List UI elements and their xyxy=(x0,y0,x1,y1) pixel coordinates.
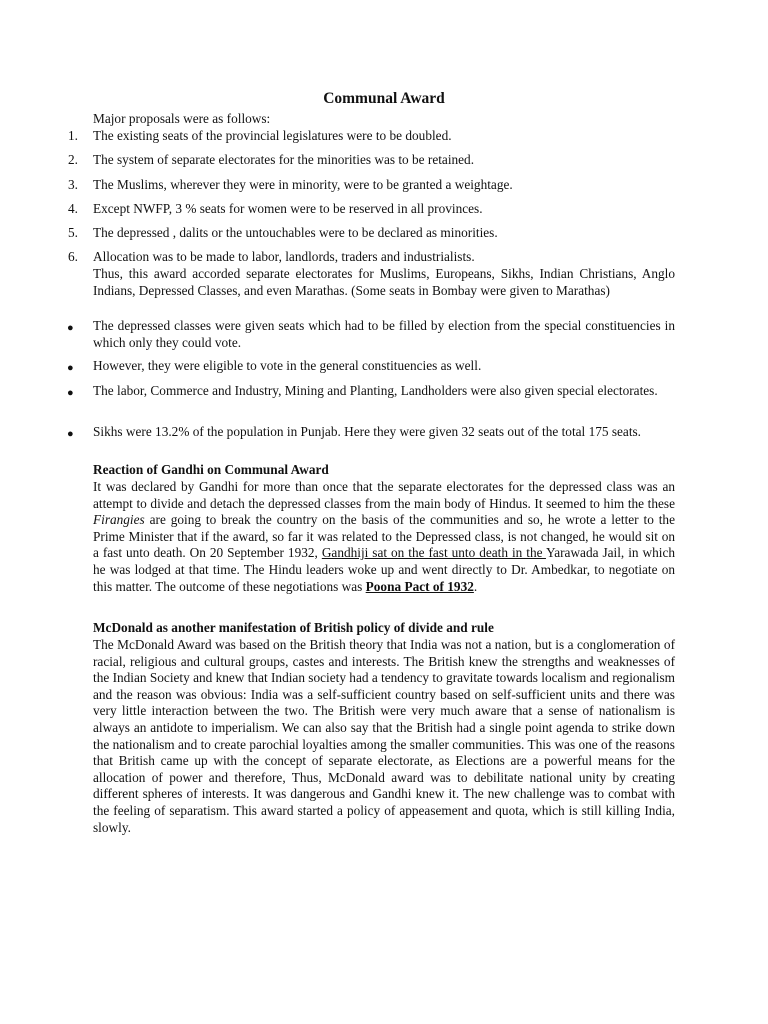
list-number: 3. xyxy=(68,177,78,192)
bullet-icon: ● xyxy=(67,387,74,399)
bullet-text: Sikhs were 13.2% of the population in Punjab. Here they were given 32 seats out of the total 175 seats. xyxy=(93,424,642,439)
pact-name: Poona Pact of 1932 xyxy=(365,578,474,594)
paragraph-text: . xyxy=(473,578,478,594)
intro-text: Major proposals were as follows: xyxy=(93,111,271,126)
paragraph-text: are going to break the country on the basis of the communities and so, he wrote a letter to the Prime Minister that if the award, so far it was related to the Depressed class, is not changed, he would sit on a fast unto death. On 20 September 1932, xyxy=(93,512,675,561)
list-item-text: The Muslims, wherever they were in minority, were to be granted a weightage. xyxy=(93,177,513,192)
list-number: 6. xyxy=(68,249,78,264)
list-item-text: Except NWFP, 3 % seats for women were to be reserved in all provinces. xyxy=(93,201,483,216)
list-item-text: The depressed , dalits or the untouchables were to be declared as minorities. xyxy=(93,225,498,240)
bullet-icon: ● xyxy=(67,322,74,334)
section-heading-gandhi: Reaction of Gandhi on Communal Award xyxy=(93,462,329,477)
emphasis-text: Firangies xyxy=(93,512,145,528)
mcdonald-paragraph: The McDonald Award was based on the British theory that India was not a nation, but is a conglomeration of racial, religious and cultural groups, castes and interests. The British knew the strengths and weaknesses of the Indian Society and knew that Indian society had a tendency to gravitate towards localism and regionalism and the reason was obvious: India was a self-sufficient country based on self-sufficient units and there was very little interaction between the two. The British were very much aware that a sense of nationalism is always an antidote to imperialism. We can also say that the British had a single point agenda to strike down the nationalism and to create parochial loyalties among the smaller communities. This was one of the reasons that British came up with the concept of separate electorate, as Elections are a powerful means for the allocation of power and therefore, Thus, McDonald award was to debilitate national unity by creating different spheres of interests. It was dangerous and Gandhi knew it. The new challenge was to combat with the feeling of separatism. This award started a policy of appeasement and quota, which is still killing India, slowly. xyxy=(93,637,675,835)
gandhi-paragraph xyxy=(93,479,675,595)
underlined-text: Gandhiji sat on the fast unto death in the xyxy=(321,545,546,561)
page-title: Communal Award xyxy=(323,90,445,107)
paragraph-text: Yarawada Jail, in which he was lodged at that time. The Hindu leaders woke up and went directly to Dr. Ambedkar, to negotiate on this matter. The outcome of these negotiations was xyxy=(93,545,675,594)
bullet-text: The labor, Commerce and Industry, Mining and Planting, Landholders were also given special electorates. xyxy=(93,383,658,398)
list-number: 2. xyxy=(68,152,78,167)
summary-paragraph: Thus, this award accorded separate electorates for Muslims, Europeans, Sikhs, Indian Christians, Anglo Indians, Depressed Classes, and even Marathas. (Some seats in Bombay were given to Marathas) xyxy=(93,266,675,298)
paragraph-text: It was declared by Gandhi for more than once that the separate electorates for the depressed class was an attempt to divide and detach the depressed classes from the main body of Hindus. It seemed to him the these xyxy=(93,479,675,511)
list-number: 1. xyxy=(68,128,78,143)
list-number: 4. xyxy=(68,201,78,216)
bullet-icon: ● xyxy=(67,362,74,374)
bullet-text: The depressed classes were given seats which had to be filled by election from the special constituencies in which only they could vote. xyxy=(93,318,675,350)
list-item-text: Allocation was to be made to labor, landlords, traders and industrialists. xyxy=(93,249,475,264)
section-heading-mcdonald: McDonald as another manifestation of British policy of divide and rule xyxy=(93,620,494,635)
list-item-text: The system of separate electorates for the minorities was to be retained. xyxy=(93,152,475,167)
bullet-icon: ● xyxy=(67,428,74,440)
list-item-text: The existing seats of the provincial legislatures were to be doubled. xyxy=(93,128,452,143)
list-number: 5. xyxy=(68,225,78,240)
bullet-text: However, they were eligible to vote in the general constituencies as well. xyxy=(93,358,482,373)
